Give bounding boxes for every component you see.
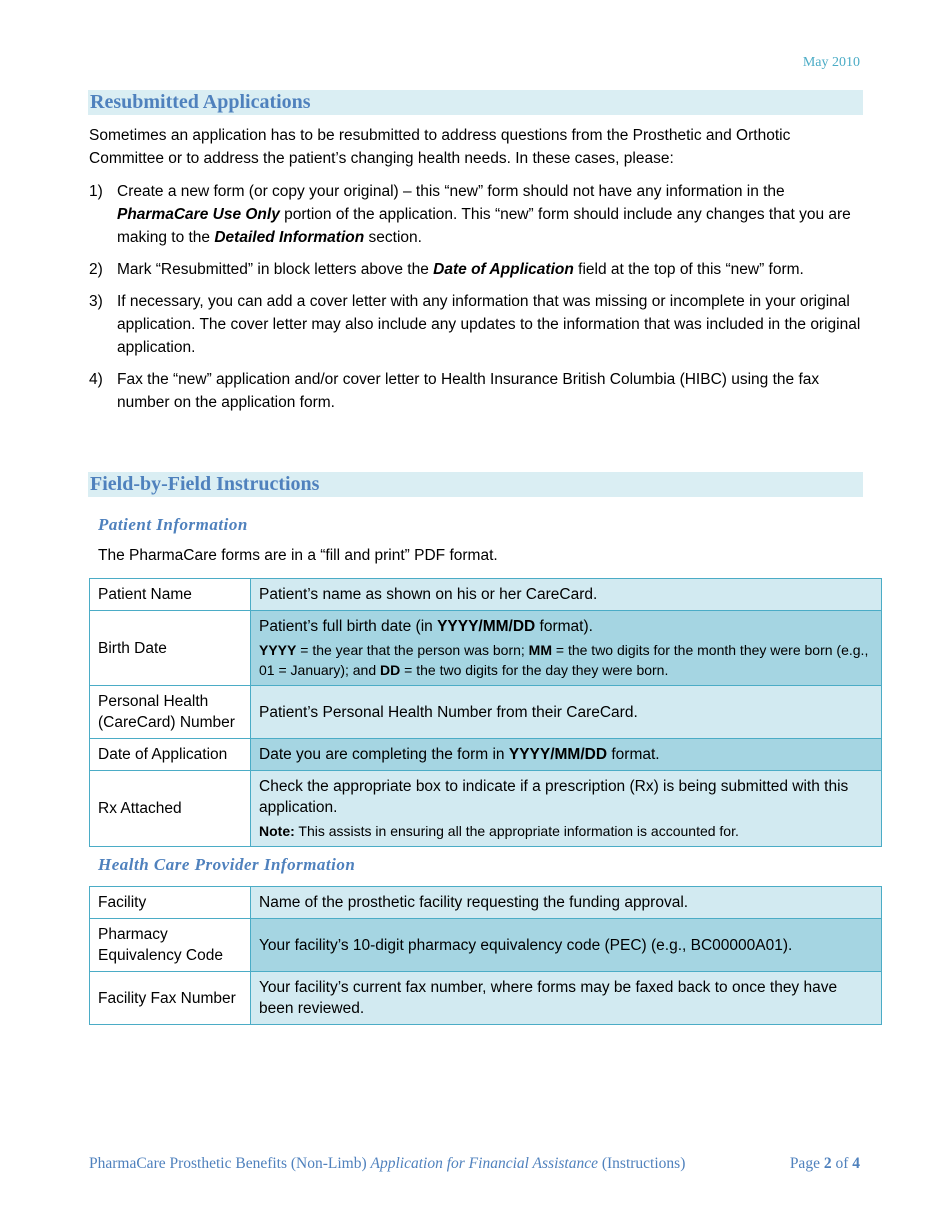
birth-date-note (259, 640, 873, 680)
page-of: of (831, 1155, 853, 1172)
field-description: Your facility’s current fax number, where forms may be faxed back to once they have been reviewed. (251, 972, 882, 1025)
step-text: If necessary, you can add a cover letter with any information that was missing or incomplete in your original application. The cover letter may also include any updates to the information that was included in the original application. (117, 293, 861, 356)
note-bold: YYYY (259, 642, 297, 658)
resubmitted-intro: Sometimes an application has to be resubmitted to address questions from the Prosthetic and Orthotic Committee or to address the patient’s changing health needs. In these cases, please: (89, 127, 791, 167)
step-emphasis: Date of Application (433, 261, 574, 278)
table-row (90, 739, 882, 771)
list-item (89, 258, 864, 281)
table-row (90, 579, 882, 611)
list-item (89, 180, 864, 249)
note-text: = the two digits for the day they were born. (400, 662, 669, 678)
step-number: 2) (89, 261, 103, 278)
desc-text: format. (607, 746, 660, 763)
desc-text: format). (535, 618, 593, 635)
footer-title (89, 1155, 685, 1173)
desc-text: Check the appropriate box to indicate if a prescription (Rx) is being submitted with this application. (259, 778, 849, 816)
field-label: Pharmacy Equivalency Code (90, 919, 251, 972)
step-text: Fax the “new” application and/or cover letter to Health Insurance British Columbia (HIBC) using the fax number on the application form. (117, 371, 820, 411)
table-row (90, 919, 882, 972)
step-text: field at the top of this “new” form. (573, 261, 804, 278)
field-label: Date of Application (90, 739, 251, 771)
field-description: Your facility’s 10-digit pharmacy equivalency code (PEC) (e.g., BC00000A01). (251, 919, 882, 972)
desc-text: Date you are completing the form in (259, 746, 509, 763)
rx-note (259, 821, 873, 841)
footer-text: PharmaCare Prosthetic Benefits (Non-Limb) (89, 1155, 371, 1172)
list-item (89, 368, 864, 414)
page-current: 2 (823, 1155, 832, 1172)
field-description (251, 771, 882, 847)
step-text: Create a new form (or copy your original) – this “new” form should not have any information in the (117, 183, 785, 200)
step-number: 1) (89, 183, 103, 200)
desc-bold: YYYY/MM/DD (437, 618, 536, 635)
step-number: 4) (89, 371, 103, 388)
step-emphasis: Detailed Information (214, 229, 365, 246)
desc-text: Patient’s full birth date (in (259, 618, 438, 635)
field-description: Patient’s Personal Health Number from their CareCard. (251, 686, 882, 739)
section-title-resubmitted: Resubmitted Applications (88, 90, 863, 115)
step-number: 3) (89, 293, 103, 310)
field-description: Name of the prosthetic facility requesting the funding approval. (251, 887, 882, 919)
field-label: Facility Fax Number (90, 972, 251, 1025)
patient-intro: The PharmaCare forms are in a “fill and print” PDF format. (98, 547, 498, 564)
provider-info-table (89, 886, 882, 1025)
resubmitted-steps (89, 180, 864, 423)
table-row (90, 686, 882, 739)
list-item (89, 290, 864, 359)
desc-bold: YYYY/MM/DD (508, 746, 608, 763)
field-label: Patient Name (90, 579, 251, 611)
page-number (790, 1155, 860, 1173)
field-description: Patient’s name as shown on his or her CareCard. (251, 579, 882, 611)
note-bold: MM (528, 642, 552, 658)
subsection-title-patient: Patient Information (98, 515, 248, 534)
step-text: portion of the application. This “new” form should include any changes that you are making to the (117, 206, 851, 246)
patient-info-table (89, 578, 882, 847)
field-label: Rx Attached (90, 771, 251, 847)
note-bold: Note: (259, 823, 295, 839)
note-text: = the year that the person was born; (296, 642, 529, 658)
table-row (90, 887, 882, 919)
subsection-title-provider: Health Care Provider Information (98, 855, 356, 874)
footer-italic: Application for Financial Assistance (370, 1155, 598, 1172)
section-title-field-instructions: Field-by-Field Instructions (88, 472, 863, 497)
field-label: Personal Health (CareCard) Number (90, 686, 251, 739)
step-emphasis: PharmaCare Use Only (117, 206, 280, 223)
step-text: section. (364, 229, 422, 246)
header-date: May 2010 (802, 55, 860, 70)
page-total: 4 (852, 1155, 860, 1172)
page-label: Page (789, 1155, 824, 1172)
field-description (251, 739, 882, 771)
field-description (251, 611, 882, 686)
note-text: = the two digits for the month they were born (e.g., 01 = January); and (259, 642, 869, 678)
step-text: Mark “Resubmitted” in block letters above the (117, 261, 434, 278)
note-bold: DD (380, 662, 401, 678)
field-label: Birth Date (90, 611, 251, 686)
footer-text: (Instructions) (597, 1155, 686, 1172)
table-row (90, 972, 882, 1025)
note-text: This assists in ensuring all the appropriate information is accounted for. (294, 823, 739, 839)
table-row (90, 611, 882, 686)
field-label: Facility (90, 887, 251, 919)
table-row (90, 771, 882, 847)
